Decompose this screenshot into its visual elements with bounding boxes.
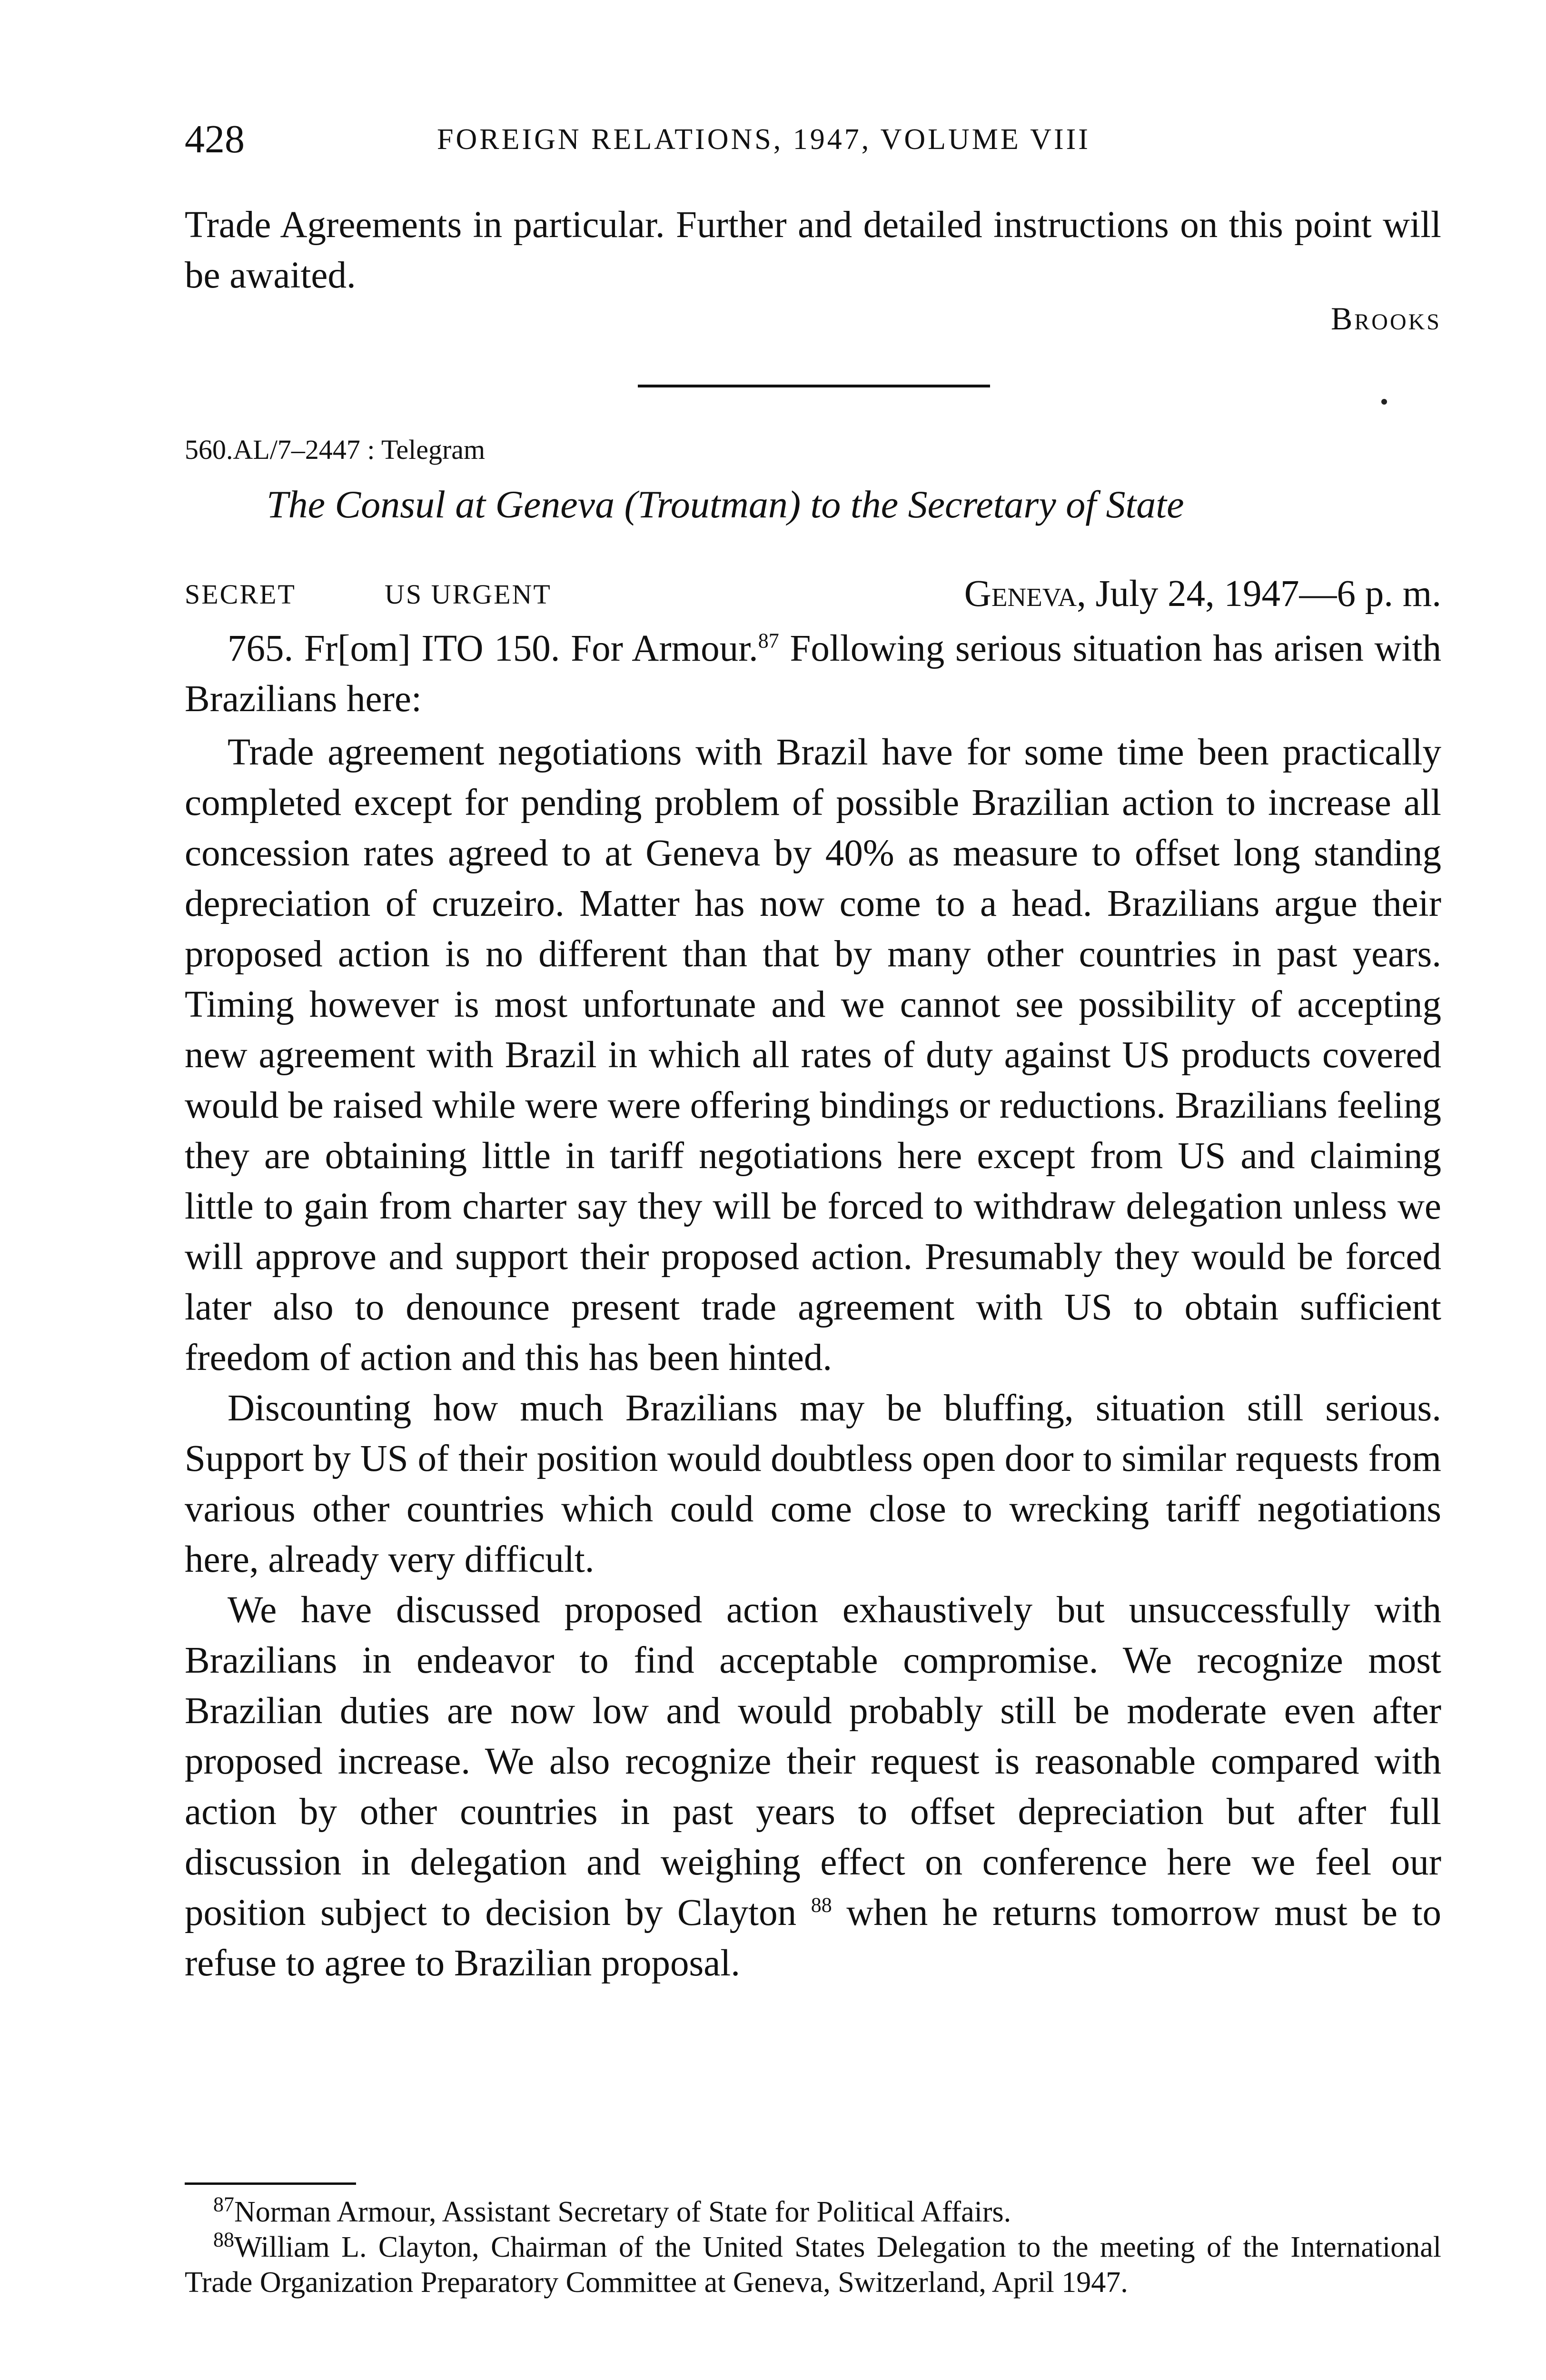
footnote-text: Norman Armour, Assistant Secretary of State for Political Affairs. xyxy=(234,2196,1011,2228)
footnote-ref-87: 87 xyxy=(758,629,779,653)
dateline xyxy=(185,569,1441,621)
file-reference: 560.AL/7–2447 : Telegram xyxy=(185,434,486,465)
place: Geneva xyxy=(964,573,1077,615)
page-number: 428 xyxy=(185,117,245,161)
opening-text: 765. Fr[om] ITO 150. For Armour. xyxy=(228,628,758,669)
footnote-87 xyxy=(185,2194,1441,2230)
priority: US URGENT xyxy=(385,579,552,610)
footnotes xyxy=(185,2194,1441,2300)
footnote-rule xyxy=(185,2182,356,2185)
opening-paragraph xyxy=(185,624,1441,724)
previous-document-end xyxy=(185,200,1441,301)
footnote-88 xyxy=(185,2230,1441,2300)
paragraph-4-text: We have discussed proposed action exhaustively but unsuccessfully with Brazilians in endeavor to find acceptable compromise. We recognize most Brazilian duties are now low and would probably still be moderate even after proposed increase. We also recognize their request is reasonable compared with action by other countries in past years to offset depreciation but after full discussion in delegation and weighing effect on conference here we feel our position subject to decision by Clayton xyxy=(185,1589,1441,1934)
stray-mark xyxy=(1381,399,1387,405)
footnote-text: William L. Clayton, Chairman of the United States Delegation to the meeting of the International Trade Organization Preparatory Committee at Geneva, Switzerland, April 1947. xyxy=(185,2231,1441,2299)
opening-text-cont: Following serious situation has arisen with Brazilians here: xyxy=(185,628,1441,720)
footnote-ref-88: 88 xyxy=(811,1893,832,1917)
footnote-mark: 88 xyxy=(213,2228,234,2251)
signature: Brooks xyxy=(1330,300,1441,337)
running-title: FOREIGN RELATIONS, 1947, VOLUME VIII xyxy=(437,123,1090,156)
section-divider xyxy=(638,385,990,387)
date: , July 24, 1947—6 p. m. xyxy=(1077,573,1441,615)
classification: SECRET xyxy=(185,579,296,610)
paragraph-4-text-cont: when he returns tomorrow must be to refuse to agree to Brazilian proposal. xyxy=(185,1892,1441,1984)
paragraph-2: Trade agreement negotiations with Brazil have for some time been practically completed except for pending problem of possible Brazilian action to increase all concession rates agreed to at Geneva by 40% as measure to offset long standing depreciation of cruzeiro. Matter has now come to a head. Brazilians argue their proposed action is no different than that by many other countries in past years. Timing however is most unfortunate and we cannot see possibility of accepting new agreement with Brazil in which all rates of duty against US products covered would be raised while were were offering bindings or reductions. Brazilians feeling they are obtaining little in tariff negotiations here except from US and claiming little to gain from charter say they will be forced to withdraw delegation unless we will approve and support their proposed action. Presumably they would be forced later also to denounce present trade agreement with US to obtain sufficient freedom of action and this has been hinted. xyxy=(185,732,1441,1378)
paragraph-4 xyxy=(185,1585,1441,1989)
footnote-mark: 87 xyxy=(213,2192,234,2216)
document-title: The Consul at Geneva (Troutman) to the Secretary of State xyxy=(267,483,1184,526)
previous-closing-text: Trade Agreements in particular. Further and detailed instructions on this point will be awaited. xyxy=(185,204,1441,296)
place-date xyxy=(964,569,1441,619)
telegram-body xyxy=(185,624,1441,1989)
page-header xyxy=(185,113,1441,166)
paragraph-3: Discounting how much Brazilians may be bluffing, situation still serious. Support by US of their position would doubtless open door to similar requests from various other countries which could come close to wrecking tariff negotiations here, already very difficult. xyxy=(185,1388,1441,1580)
